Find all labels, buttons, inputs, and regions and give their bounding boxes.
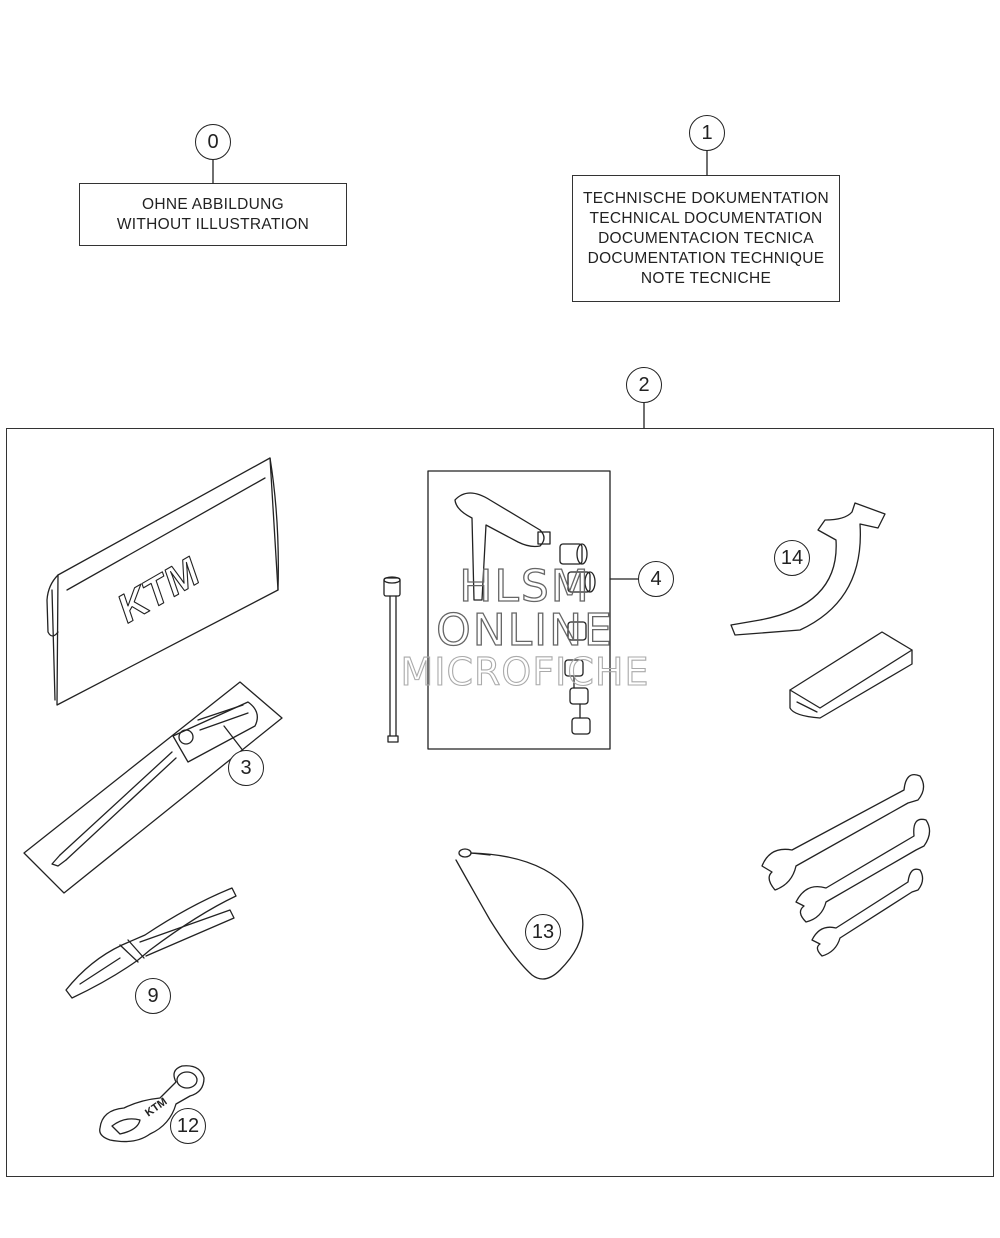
allen-key-set-icon [428, 471, 610, 749]
callout-14[interactable]: 14 [774, 540, 810, 576]
callout-3[interactable]: 3 [228, 750, 264, 786]
callout-0[interactable]: 0 [195, 124, 231, 160]
doc-line-4: DOCUMENTATION TECHNIQUE [587, 249, 825, 267]
callout-13[interactable]: 13 [525, 914, 561, 950]
callout-9[interactable]: 9 [135, 978, 171, 1014]
rubber-sleeve-icon [790, 632, 912, 718]
note-line-2: WITHOUT ILLUSTRATION [116, 215, 310, 233]
hook-wrench-icon [731, 503, 885, 635]
watermark-line-3: MICROFICHE [400, 650, 650, 694]
watermark-line-2: ONLINE [436, 605, 614, 656]
leader-3 [224, 726, 244, 752]
callout-2[interactable]: 2 [626, 367, 662, 403]
spanner-logo: KTM [143, 1095, 170, 1120]
tool-pouch-icon [47, 458, 278, 705]
watermark-line-1: HLSM [459, 561, 591, 612]
pouch-logo: KTM [109, 550, 208, 632]
screwdriver-icon [24, 682, 282, 893]
doc-line-5: NOTE TECNICHE [640, 269, 772, 287]
callout-4[interactable]: 4 [638, 561, 674, 597]
doc-line-3: DOCUMENTACION TECNICA [598, 229, 814, 247]
doc-line-1: TECHNISCHE DOKUMENTATION [582, 189, 830, 207]
wire-cable-icon [456, 849, 583, 979]
doc-line-2: TECHNICAL DOCUMENTATION [589, 209, 823, 227]
callout-1[interactable]: 1 [689, 115, 725, 151]
callout-12[interactable]: 12 [170, 1108, 206, 1144]
open-end-wrench-set-icon [762, 775, 930, 956]
extension-bar-icon [384, 577, 400, 742]
note-line-1: OHNE ABBILDUNG [141, 195, 284, 213]
